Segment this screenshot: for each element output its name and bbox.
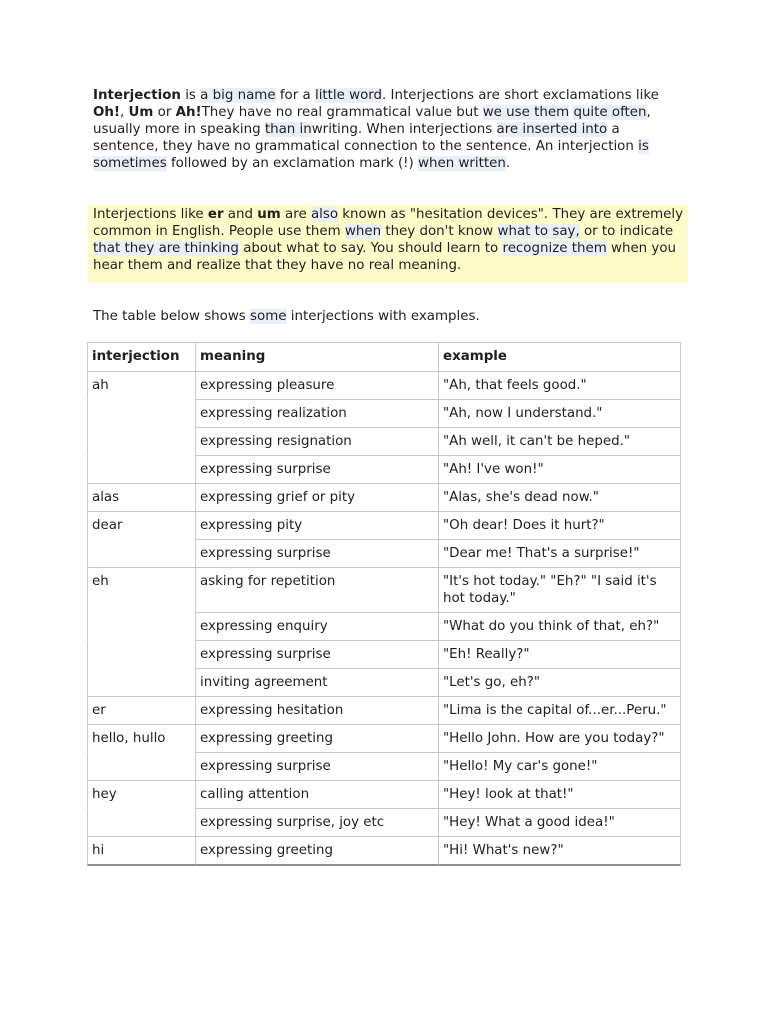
cell-example: "What do you think of that, eh?"	[439, 613, 681, 641]
intro-text: a sentence, they have no grammatical connection to the sentence. An interjection	[93, 122, 639, 154]
cell-meaning: calling attention	[196, 781, 439, 809]
cell-meaning: expressing pity	[196, 512, 439, 540]
hesitation-text: when you hear them and realize that they have no real meaning.	[93, 241, 677, 273]
cell-meaning: expressing surprise	[196, 456, 439, 484]
cell-example: "Alas, she's dead now."	[439, 484, 681, 512]
table-row	[87, 809, 681, 837]
table-row	[87, 613, 681, 641]
intro-highlight: quite often	[573, 105, 647, 120]
table-row	[87, 669, 681, 697]
cell-example: "Hey! look at that!"	[439, 781, 681, 809]
table-header-row	[87, 342, 681, 372]
intro-highlight: little word	[314, 88, 383, 103]
cell-example: "Ah! I've won!"	[439, 456, 681, 484]
hesitation-text: are	[280, 207, 311, 222]
intro-text: ,	[120, 105, 129, 120]
cell-interjection: hi	[87, 837, 196, 866]
cell-interjection: er	[87, 697, 196, 725]
hesitation-paragraph	[88, 205, 688, 283]
table-row	[87, 512, 681, 540]
cell-meaning: expressing hesitation	[196, 697, 439, 725]
table-intro-text: interjections with examples.	[286, 309, 480, 324]
hesitation-highlight: what to say,	[497, 224, 580, 239]
table-intro	[93, 308, 683, 325]
intro-highlight: we use them	[482, 105, 570, 120]
table-row	[87, 781, 681, 809]
cell-interjection	[87, 613, 196, 641]
cell-meaning: expressing surprise	[196, 641, 439, 669]
cell-meaning: expressing enquiry	[196, 613, 439, 641]
intro-text: .	[505, 156, 511, 171]
cell-meaning: expressing surprise	[196, 540, 439, 568]
cell-example: "Oh dear! Does it hurt?"	[439, 512, 681, 540]
cell-interjection	[87, 400, 196, 428]
cell-example: "Dear me! That's a surprise!"	[439, 540, 681, 568]
cell-interjection	[87, 669, 196, 697]
table-intro-text: The table below shows	[93, 309, 251, 324]
cell-meaning: expressing surprise	[196, 753, 439, 781]
intro-highlight: than in	[264, 122, 312, 137]
cell-meaning: expressing greeting	[196, 725, 439, 753]
hesitation-highlight: that they are thinking	[93, 241, 239, 256]
table-row	[87, 428, 681, 456]
table-row	[87, 837, 681, 866]
table-row	[87, 484, 681, 512]
cell-meaning: expressing greeting	[196, 837, 439, 866]
intro-text: or	[153, 105, 176, 120]
hesitation-text: Interjections like	[93, 207, 208, 222]
cell-interjection: hello, hullo	[87, 725, 196, 753]
intro-text: followed by an exclamation mark (!)	[166, 156, 419, 171]
cell-meaning: asking for repetition	[196, 568, 439, 613]
intro-example-bold: Um	[128, 105, 154, 120]
table-row	[87, 641, 681, 669]
cell-example: "Hello! My car's gone!"	[439, 753, 681, 781]
cell-interjection	[87, 428, 196, 456]
cell-example: "Ah, that feels good."	[439, 372, 681, 400]
hesitation-highlight: recognize them	[502, 241, 607, 256]
intro-highlight: is sometimes	[93, 139, 649, 171]
cell-interjection: eh	[87, 568, 196, 613]
intro-text: is	[180, 88, 201, 103]
cell-example: "Lima is the capital of...er...Peru."	[439, 697, 681, 725]
cell-interjection	[87, 540, 196, 568]
cell-example: "Hi! What's new?"	[439, 837, 681, 866]
table-row	[87, 725, 681, 753]
cell-example: "Hello John. How are you today?"	[439, 725, 681, 753]
intro-paragraph	[93, 87, 683, 172]
cell-interjection: alas	[87, 484, 196, 512]
intro-highlight: when written	[418, 156, 506, 171]
intro-text: writing. When interjections	[311, 122, 497, 137]
table-row	[87, 372, 681, 400]
cell-interjection: ah	[87, 372, 196, 400]
hesitation-bold: um	[257, 207, 281, 222]
cell-meaning: expressing surprise, joy etc	[196, 809, 439, 837]
hesitation-text: and	[223, 207, 258, 222]
intro-example-bold: Oh!	[93, 105, 121, 120]
cell-example: "It's hot today." "Eh?" "I said it's hot today."	[439, 568, 681, 613]
intro-highlight: are inserted into	[496, 122, 608, 137]
cell-interjection: dear	[87, 512, 196, 540]
intro-text: . Interjections are short exclamations like	[382, 88, 659, 103]
cell-interjection	[87, 641, 196, 669]
cell-meaning: expressing pleasure	[196, 372, 439, 400]
hesitation-text: known as "hesitation devices". They are extremely common in English. People use them	[93, 207, 683, 239]
cell-example: "Eh! Really?"	[439, 641, 681, 669]
intro-text: They have no real grammatical value but	[201, 105, 483, 120]
table-row	[87, 568, 681, 613]
table-intro-highlight: some	[250, 309, 287, 324]
intro-example-bold: Ah!	[175, 105, 202, 120]
table-row	[87, 400, 681, 428]
intro-term: Interjection	[93, 88, 181, 103]
hesitation-highlight: when	[344, 224, 382, 239]
cell-example: "Let's go, eh?"	[439, 669, 681, 697]
cell-example: "Hey! What a good idea!"	[439, 809, 681, 837]
cell-meaning: expressing grief or pity	[196, 484, 439, 512]
cell-meaning: inviting agreement	[196, 669, 439, 697]
table-row	[87, 697, 681, 725]
hesitation-bold: er	[207, 207, 224, 222]
hesitation-text: about what to say. You should learn to	[238, 241, 503, 256]
intro-highlight: a big name	[200, 88, 276, 103]
table-row	[87, 753, 681, 781]
hesitation-text: they don't know	[381, 224, 498, 239]
cell-meaning: expressing realization	[196, 400, 439, 428]
intro-text: for a	[275, 88, 315, 103]
cell-example: "Ah well, it can't be heped."	[439, 428, 681, 456]
header-meaning: meaning	[196, 342, 439, 372]
header-example: example	[439, 342, 681, 372]
cell-interjection	[87, 809, 196, 837]
cell-example: "Ah, now I understand."	[439, 400, 681, 428]
cell-meaning: expressing resignation	[196, 428, 439, 456]
cell-interjection	[87, 456, 196, 484]
table-row	[87, 540, 681, 568]
intro-text: , usually more in speaking	[93, 105, 651, 137]
table-row	[87, 456, 681, 484]
cell-interjection	[87, 753, 196, 781]
hesitation-text: or to indicate	[579, 224, 674, 239]
cell-interjection: hey	[87, 781, 196, 809]
interjections-table	[87, 342, 681, 866]
hesitation-highlight: also	[310, 207, 339, 222]
header-interjection: interjection	[87, 342, 196, 372]
